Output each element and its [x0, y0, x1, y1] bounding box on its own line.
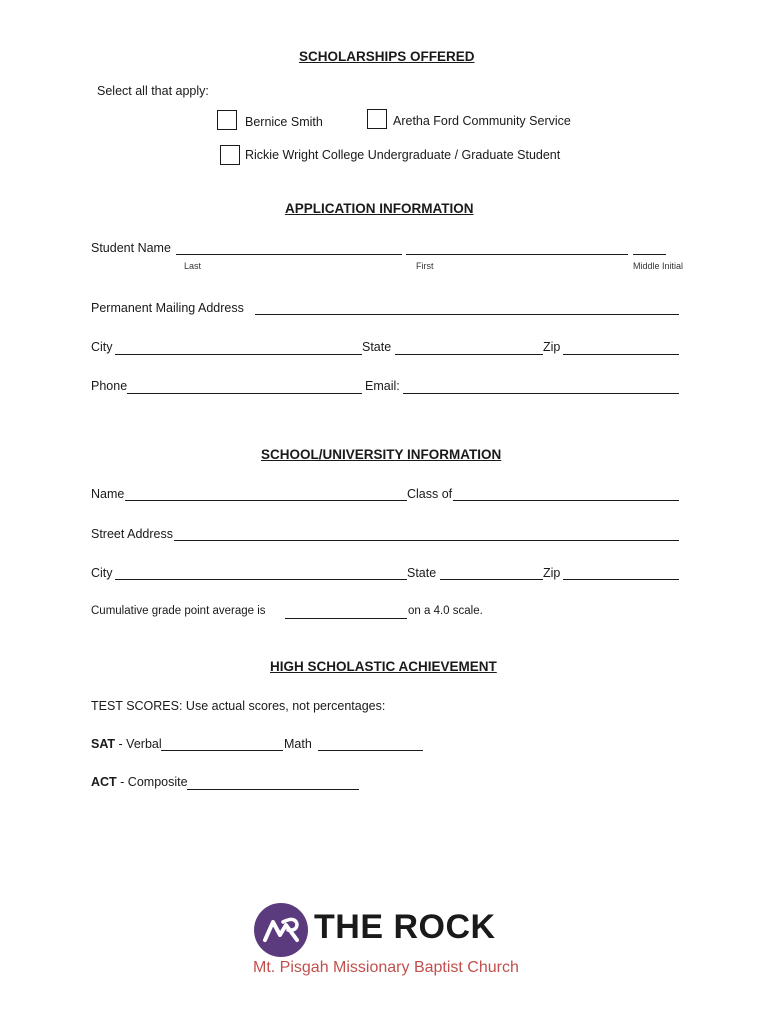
- logo-subtitle: Mt. Pisgah Missionary Baptist Church: [253, 959, 519, 976]
- gpa-label: Cumulative grade point average is: [91, 605, 266, 617]
- mailing-address-field[interactable]: [255, 314, 679, 315]
- school-city-label: City: [91, 566, 113, 580]
- student-name-label: Student Name: [91, 241, 171, 255]
- gpa-field[interactable]: [285, 618, 407, 619]
- scholarships-heading: SCHOLARSHIPS OFFERED: [299, 49, 475, 64]
- school-name-field[interactable]: [125, 500, 407, 501]
- achievement-heading: HIGH SCHOLASTIC ACHIEVEMENT: [270, 659, 497, 674]
- verbal-label: - Verbal: [115, 737, 162, 751]
- sat-row: [91, 737, 162, 751]
- act-row: [91, 775, 188, 789]
- sat-verbal-field[interactable]: [161, 750, 283, 751]
- school-zip-label: Zip: [543, 566, 561, 580]
- phone-label: Phone: [91, 379, 128, 393]
- school-state-label: State: [407, 566, 437, 580]
- email-label: Email:: [365, 379, 400, 393]
- app-state-field[interactable]: [395, 354, 543, 355]
- mailing-address-label: Permanent Mailing Address: [91, 301, 244, 315]
- school-city-field[interactable]: [115, 579, 407, 580]
- act-label: ACT: [91, 775, 117, 789]
- app-city-field[interactable]: [115, 354, 362, 355]
- app-state-label: State: [362, 340, 392, 354]
- phone-field[interactable]: [127, 393, 362, 394]
- class-of-label: Class of: [407, 487, 453, 501]
- app-zip-field[interactable]: [563, 354, 679, 355]
- bernice-smith-checkbox[interactable]: [217, 110, 237, 130]
- school-state-field[interactable]: [440, 579, 543, 580]
- rickie-wright-label: Rickie Wright College Undergraduate / Graduate Student: [245, 148, 561, 162]
- rickie-wright-checkbox[interactable]: [220, 145, 240, 165]
- bernice-smith-label: Bernice Smith: [245, 115, 323, 129]
- last-name-field[interactable]: [176, 254, 402, 255]
- middle-initial-field[interactable]: [633, 254, 666, 255]
- aretha-ford-label: Aretha Ford Community Service: [393, 114, 571, 128]
- sat-math-field[interactable]: [318, 750, 423, 751]
- street-address-field[interactable]: [174, 540, 679, 541]
- school-name-label: Name: [91, 487, 125, 501]
- school-heading: SCHOOL/UNIVERSITY INFORMATION: [261, 447, 502, 462]
- email-field[interactable]: [403, 393, 679, 394]
- gpa-suffix: on a 4.0 scale.: [408, 605, 483, 617]
- test-scores-label: TEST SCORES: Use actual scores, not percentages:: [91, 699, 386, 713]
- class-of-field[interactable]: [453, 500, 679, 501]
- first-name-caption: First: [416, 261, 434, 271]
- sat-label: SAT: [91, 737, 116, 751]
- math-label: Math: [284, 737, 312, 751]
- first-name-field[interactable]: [406, 254, 628, 255]
- application-heading: APPLICATION INFORMATION: [285, 201, 474, 216]
- composite-label: - Composite: [116, 775, 188, 789]
- app-zip-label: Zip: [543, 340, 561, 354]
- select-instruction: Select all that apply:: [97, 84, 209, 98]
- act-composite-field[interactable]: [187, 789, 359, 790]
- aretha-ford-checkbox[interactable]: [367, 109, 387, 129]
- street-address-label: Street Address: [91, 527, 173, 541]
- last-name-caption: Last: [184, 261, 202, 271]
- logo-title: THE ROCK: [314, 908, 496, 946]
- monogram-logo: [253, 902, 309, 958]
- middle-initial-caption: Middle Initial: [633, 261, 684, 271]
- app-city-label: City: [91, 340, 113, 354]
- school-zip-field[interactable]: [563, 579, 679, 580]
